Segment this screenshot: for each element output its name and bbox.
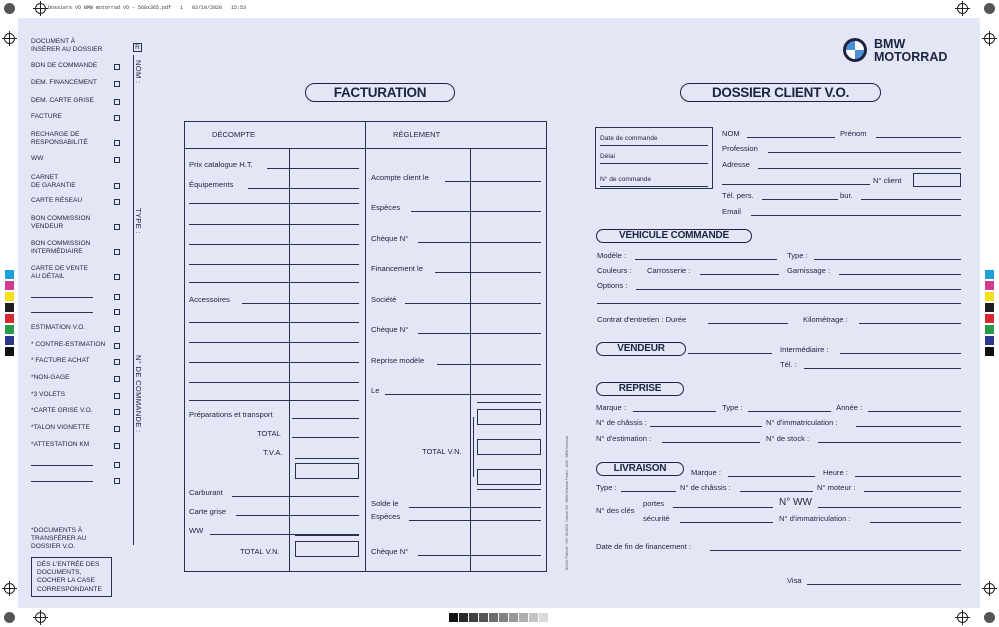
- color-swatch: [5, 325, 14, 334]
- total-input-line[interactable]: [292, 437, 359, 438]
- profession-label: Profession: [722, 144, 758, 153]
- blank-entry-line[interactable]: [31, 481, 93, 482]
- especes-2-input-line[interactable]: [409, 520, 541, 521]
- vertical-label-type: TYPE :: [134, 208, 143, 234]
- sidebar-checkbox[interactable]: [114, 81, 120, 87]
- livraison-type-label: Type :: [596, 483, 617, 492]
- couleurs-label: Couleurs :: [597, 266, 632, 275]
- no-client-label: N° client: [873, 176, 902, 185]
- sidebar-item-label: AU DÉTAIL: [31, 273, 65, 281]
- decompte-line[interactable]: [189, 400, 359, 401]
- numero-commande-label: N° de commande: [600, 176, 652, 183]
- client-number-box[interactable]: [913, 173, 961, 187]
- decompte-line[interactable]: [189, 342, 359, 343]
- sidebar-item-label: CARNET: [31, 174, 59, 181]
- blank-entry-line[interactable]: [31, 465, 93, 466]
- sidebar-item-label: *3 VOLETS: [31, 391, 66, 398]
- vertical-label-commande: N° DE COMMANDE :: [134, 355, 143, 433]
- tel-pers-label: Tél. pers.: [722, 191, 754, 200]
- gray-swatch: [499, 613, 508, 622]
- sidebar-checkbox[interactable]: [114, 478, 120, 484]
- sidebar-item-label: BON COMMISSION: [31, 240, 91, 247]
- societe-label: Société: [371, 295, 397, 304]
- decompte-line[interactable]: [189, 362, 359, 363]
- financement-input-line[interactable]: [435, 272, 541, 273]
- sidebar-item-label: INTERMÉDIAIRE: [31, 248, 83, 256]
- modele-label: Modèle :: [597, 251, 627, 260]
- r-label-box: R: [133, 43, 142, 52]
- reprise-chassis-label: N° de châssis :: [596, 418, 647, 427]
- equipements-input-line[interactable]: [248, 188, 359, 189]
- sidebar-checkbox[interactable]: [114, 64, 120, 70]
- sidebar-item-label: DE GARANTIE: [31, 182, 76, 190]
- prix-catalogue-input-line[interactable]: [267, 168, 359, 169]
- section-reprise: REPRISE: [596, 382, 684, 396]
- carte-grise-input-line[interactable]: [236, 515, 359, 516]
- sidebar-item: [31, 155, 43, 163]
- nom-input-line[interactable]: [747, 137, 835, 138]
- decompte-line[interactable]: [189, 264, 359, 265]
- sidebar-checkbox[interactable]: [114, 359, 120, 365]
- carrosserie-input-line[interactable]: [700, 274, 779, 275]
- cles-label: N° des clés: [596, 506, 635, 515]
- color-swatch: [5, 292, 14, 301]
- sidebar-item: [31, 341, 105, 349]
- sidebar-checkbox[interactable]: [114, 224, 120, 230]
- accessoires-label: Accessoires: [189, 295, 230, 304]
- reprise-estimation-input-line[interactable]: [662, 442, 760, 443]
- sidebar-item-label: DEM. CARTE GRISE: [31, 97, 94, 104]
- decompte-line[interactable]: [189, 382, 359, 383]
- fin-financement-label: Date de fin de financement :: [596, 542, 691, 551]
- dossier-title: DOSSIER CLIENT V.O.: [680, 83, 881, 102]
- sidebar-item: [31, 374, 69, 382]
- sidebar-item: [31, 424, 90, 432]
- sidebar-item-label: * CONTRE-ESTIMATION: [31, 341, 106, 348]
- color-swatch: [5, 336, 14, 345]
- sidebar-item: [31, 324, 85, 332]
- email-input-line[interactable]: [751, 215, 961, 216]
- livraison-moteur-input-line[interactable]: [864, 491, 961, 492]
- nom-label: NOM: [722, 129, 740, 138]
- solde-label: Solde le: [371, 499, 399, 508]
- adresse-label: Adresse: [722, 160, 750, 169]
- color-swatch: [985, 347, 994, 356]
- options-line-2[interactable]: [597, 303, 961, 304]
- sidebar-item: [31, 240, 90, 256]
- intermediaire-label: Intermédiaire :: [780, 345, 829, 354]
- especes-label: Espèces: [371, 203, 401, 212]
- gray-swatch: [519, 613, 528, 622]
- registration-mark-icon: [984, 33, 995, 44]
- modele-input-line[interactable]: [635, 259, 777, 260]
- sidebar-item: [31, 441, 89, 449]
- sidebar-checkbox[interactable]: [114, 443, 120, 449]
- sidebar-checkbox[interactable]: [114, 462, 120, 468]
- sidebar-item: [31, 357, 90, 365]
- sidebar-title: DOCUMENT À INSÉRER AU DOSSIER: [31, 38, 103, 54]
- gray-swatch: [509, 613, 518, 622]
- gray-swatch: [529, 613, 538, 622]
- email-label: Email: [722, 207, 741, 216]
- sidebar-checkbox[interactable]: [114, 393, 120, 399]
- garnissage-input-line[interactable]: [839, 274, 961, 275]
- sidebar-checkbox[interactable]: [114, 115, 120, 121]
- decompte-line[interactable]: [189, 282, 359, 283]
- preparations-input-line[interactable]: [292, 418, 359, 419]
- cles-securite-input-line[interactable]: [680, 522, 773, 523]
- total-label: TOTAL: [257, 429, 281, 438]
- sidebar-checkbox[interactable]: [114, 294, 120, 300]
- tel-bur-label: bur.: [840, 191, 853, 200]
- total-vn-left-label: TOTAL V.N.: [240, 547, 280, 556]
- reprise-date-label: Le: [371, 386, 380, 395]
- cheque-2-label: Chèque N°: [371, 325, 409, 334]
- carburant-label: Carburant: [189, 488, 223, 497]
- color-swatch: [5, 281, 14, 290]
- sidebar-item: [31, 131, 88, 147]
- sidebar-checkbox[interactable]: [114, 343, 120, 349]
- tel-bur-input-line[interactable]: [861, 199, 961, 200]
- sidebar-item-label: CARTE RÉSEAU: [31, 197, 83, 204]
- column-divider: [365, 121, 366, 572]
- sidebar-item: [31, 174, 76, 190]
- bracket-line: [473, 417, 474, 477]
- color-swatch: [5, 303, 14, 312]
- especes-2-label: Espèces: [371, 512, 401, 521]
- cheque-1-input-line[interactable]: [418, 242, 541, 243]
- underline: [295, 535, 359, 536]
- options-label: Options :: [597, 281, 628, 290]
- sidebar-item-label: BON DE COMMANDE: [31, 62, 98, 69]
- gray-swatch: [479, 613, 488, 622]
- sidebar-item-label: FACTURE: [31, 113, 62, 120]
- gray-swatch: [459, 613, 468, 622]
- prenom-input-line[interactable]: [876, 137, 961, 138]
- sidebar-note-box: DÈS L'ENTRÉE DES DOCUMENTS, COCHER LA CASE CORRESPONDANTE: [31, 557, 112, 597]
- accessoires-input-line[interactable]: [242, 303, 359, 304]
- cheque-2-input-line[interactable]: [418, 333, 541, 334]
- underline: [477, 489, 541, 490]
- sidebar-checkbox[interactable]: [114, 99, 120, 105]
- column-divider: [289, 148, 290, 572]
- sidebar-item: [31, 265, 88, 281]
- sidebar-checkbox[interactable]: [114, 183, 120, 189]
- livraison-heure-input-line[interactable]: [855, 476, 961, 477]
- print-header: Dossiers VO BMW motorrad VO - 568x365.pdf 1 02/10/2020 15:53: [48, 5, 247, 11]
- registration-mark-icon: [35, 612, 46, 623]
- sidebar-item: [31, 62, 97, 70]
- gray-swatch: [489, 613, 498, 622]
- sidebar-footnote: *DOCUMENTS À TRANSFÉRER AU DOSSIER V.O.: [31, 527, 87, 551]
- livraison-marque-label: Marque :: [691, 468, 721, 477]
- reprise-estimation-label: N° d'estimation :: [596, 434, 652, 443]
- registration-mark-icon: [984, 583, 995, 594]
- carte-grise-label: Carte grise: [189, 507, 227, 516]
- adresse-line-2[interactable]: [722, 184, 870, 185]
- date-commande-input-line[interactable]: [600, 145, 708, 146]
- sidebar-checkbox[interactable]: [114, 199, 120, 205]
- livraison-chassis-label: N° de châssis :: [680, 483, 731, 492]
- acompte-label: Acompte client le: [371, 173, 429, 182]
- adresse-input-line[interactable]: [758, 168, 961, 169]
- decompte-line[interactable]: [189, 224, 359, 225]
- kilometrage-label: Kilométrage :: [803, 315, 848, 324]
- ww-label: WW: [189, 526, 204, 535]
- color-swatch: [5, 314, 14, 323]
- sidebar-item: [31, 391, 65, 399]
- color-swatch: [5, 347, 14, 356]
- sidebar-item-label: RESPONSABILITÉ: [31, 139, 88, 147]
- sidebar-checkbox[interactable]: [114, 309, 120, 315]
- sidebar-checkbox[interactable]: [114, 326, 120, 332]
- decompte-line[interactable]: [189, 322, 359, 323]
- gray-swatch: [469, 613, 478, 622]
- color-swatch: [985, 314, 994, 323]
- registration-mark-icon: [984, 3, 995, 14]
- intermediaire-tel-label: Tél. :: [780, 360, 797, 369]
- sidebar-item: [31, 197, 82, 205]
- reprise-stock-input-line[interactable]: [818, 442, 961, 443]
- registration-mark-icon: [4, 583, 15, 594]
- sidebar-item: [31, 97, 94, 105]
- color-swatch: [5, 270, 14, 279]
- sidebar-checkbox[interactable]: [114, 409, 120, 415]
- section-vendeur: VENDEUR: [596, 342, 686, 356]
- livraison-moteur-label: N° moteur :: [817, 483, 856, 492]
- preparations-label: Préparations et transport: [189, 410, 273, 419]
- registration-mark-icon: [4, 3, 15, 14]
- sidebar-checkbox[interactable]: [114, 274, 120, 280]
- livraison-immat-input-line[interactable]: [870, 522, 961, 523]
- solde-amount-box[interactable]: [477, 469, 541, 485]
- sidebar-item: [31, 407, 93, 415]
- livraison-ww-input-line[interactable]: [818, 507, 961, 508]
- solde-input-line[interactable]: [409, 507, 541, 508]
- cheque-3-label: Chèque N°: [371, 547, 409, 556]
- acompte-input-line[interactable]: [445, 181, 541, 182]
- contrat-duree-label: Contrat d'entretien : Durée: [597, 315, 687, 324]
- sidebar-item: [31, 215, 90, 231]
- registration-mark-icon: [984, 612, 995, 623]
- cheque-3-input-line[interactable]: [418, 555, 541, 556]
- cheque-1-label: Chèque N°: [371, 234, 409, 243]
- reprise-marque-label: Marque :: [596, 403, 626, 412]
- underline: [295, 458, 359, 459]
- color-swatch: [985, 270, 994, 279]
- section-vehicule: VÉHICULE COMMANDÉ: [596, 229, 752, 243]
- vendeur-input-line[interactable]: [688, 353, 772, 354]
- color-swatch: [985, 292, 994, 301]
- sidebar-item-label: VENDEUR: [31, 223, 64, 231]
- blank-entry-line[interactable]: [31, 297, 93, 298]
- reprise-modele-label: Reprise modèle: [371, 356, 425, 365]
- sidebar-checkbox[interactable]: [114, 249, 120, 255]
- facturation-title: FACTURATION: [305, 83, 455, 102]
- reprise-immat-input-line[interactable]: [856, 426, 961, 427]
- col-header-decompte: DÉCOMPTE: [212, 130, 256, 139]
- garnissage-label: Garnissage :: [787, 266, 831, 275]
- sidebar-item: [31, 113, 62, 121]
- sidebar-item-label: RECHARGE DE: [31, 131, 80, 138]
- intermediaire-tel-input-line[interactable]: [804, 368, 961, 369]
- reprise-date-input-line[interactable]: [385, 394, 541, 395]
- visa-label: Visa: [787, 576, 802, 585]
- cles-portes-input-line[interactable]: [673, 507, 773, 508]
- reprise-modele-input-line[interactable]: [437, 364, 541, 365]
- cles-portes-label: portes: [643, 499, 665, 508]
- fin-financement-input-line[interactable]: [710, 550, 961, 551]
- registration-mark-icon: [957, 3, 968, 14]
- color-swatch: [985, 336, 994, 345]
- underline: [477, 402, 541, 403]
- brand-wordmark: BMW MOTORRAD: [874, 37, 948, 64]
- livraison-marque-input-line[interactable]: [728, 476, 815, 477]
- total-vn-right-box[interactable]: [477, 439, 541, 455]
- vehicule-type-input-line[interactable]: [814, 259, 961, 260]
- prenom-label: Prénom: [840, 129, 867, 138]
- sidebar-item-label: *ATTESTATION KM: [31, 441, 90, 448]
- financement-label: Financement le: [371, 264, 423, 273]
- color-swatch: [985, 281, 994, 290]
- delai-label: Délai: [600, 153, 616, 160]
- sidebar-checkbox[interactable]: [114, 426, 120, 432]
- vertical-label-nom: NOM :: [134, 60, 143, 84]
- gray-swatch: [449, 613, 458, 622]
- intermediaire-input-line[interactable]: [840, 353, 961, 354]
- sidebar-checkbox[interactable]: [114, 376, 120, 382]
- options-input-line[interactable]: [636, 289, 961, 290]
- cles-securite-label: sécurité: [643, 514, 670, 523]
- livraison-type-input-line[interactable]: [621, 491, 676, 492]
- date-commande-label: Date de commande: [600, 135, 658, 142]
- registration-mark-icon: [4, 33, 15, 44]
- section-livraison: LIVRAISON: [596, 462, 684, 476]
- tel-pers-input-line[interactable]: [762, 199, 838, 200]
- livraison-ww-label: N° WW: [779, 497, 812, 508]
- sidebar-item-label: CARTE DE VENTE: [31, 265, 89, 272]
- color-swatch: [985, 325, 994, 334]
- blank-entry-line[interactable]: [31, 312, 93, 313]
- decompte-line[interactable]: [189, 203, 359, 204]
- sidebar-item-label: *NON-GAGE: [31, 374, 70, 381]
- sidebar-checkbox[interactable]: [114, 157, 120, 163]
- livraison-chassis-input-line[interactable]: [740, 491, 813, 492]
- prix-catalogue-label: Prix catalogue H.T.: [189, 160, 253, 169]
- reprise-type-label: Type :: [722, 403, 743, 412]
- contrat-duree-input-line[interactable]: [708, 323, 788, 324]
- total-vn-left-box[interactable]: [295, 541, 359, 557]
- registration-mark-icon: [35, 3, 46, 14]
- reprise-immat-label: N° d'immatriculation :: [766, 418, 838, 427]
- sidebar-item-label: * FACTURE ACHAT: [31, 357, 90, 364]
- sidebar-checkbox[interactable]: [114, 140, 120, 146]
- sidebar-item: [31, 79, 97, 87]
- bmw-logo-icon: [843, 38, 867, 62]
- sidebar-item-label: WW: [31, 155, 44, 162]
- vehicule-type-label: Type :: [787, 251, 808, 260]
- reprise-type-input-line[interactable]: [748, 411, 831, 412]
- col-header-reglement: RÈGLEMENT: [393, 130, 441, 139]
- registration-mark-icon: [4, 612, 15, 623]
- sidebar-item-label: ESTIMATION V.O.: [31, 324, 86, 331]
- reprise-marque-input-line[interactable]: [633, 411, 716, 412]
- decompte-line[interactable]: [189, 244, 359, 245]
- equipements-label: Équipements: [189, 180, 234, 189]
- profession-input-line[interactable]: [768, 152, 961, 153]
- sidebar-item-label: DEM. FINANCEMENT: [31, 79, 97, 86]
- visa-input-line[interactable]: [807, 584, 961, 585]
- carrosserie-label: Carrosserie :: [647, 266, 691, 275]
- tva-amount-box[interactable]: [295, 463, 359, 479]
- gray-swatch: [539, 613, 548, 622]
- sidebar-item-label: *CARTE GRISE V.O.: [31, 407, 93, 414]
- imprint-text: BUSSY Publicité · Réf : 01/2020 · Dossier VO · BMW Motorrad France · 2020 · BMW Motorrad: [565, 435, 569, 570]
- sidebar-item-label: *TALON VIGNETTE: [31, 424, 90, 431]
- reprise-chassis-input-line[interactable]: [650, 426, 762, 427]
- reprise-stock-label: N° de stock :: [766, 434, 810, 443]
- reprise-annee-label: Année :: [836, 403, 863, 412]
- societe-input-line[interactable]: [405, 303, 541, 304]
- kilometrage-input-line[interactable]: [859, 323, 961, 324]
- color-swatch: [985, 303, 994, 312]
- sidebar-item-label: BON COMMISSION: [31, 215, 91, 222]
- carburant-input-line[interactable]: [232, 496, 359, 497]
- tva-label: T.V.A.: [263, 448, 283, 457]
- registration-mark-icon: [957, 612, 968, 623]
- reprise-annee-input-line[interactable]: [868, 411, 961, 412]
- reprise-amount-box[interactable]: [477, 409, 541, 425]
- delai-input-line[interactable]: [600, 163, 708, 164]
- livraison-immat-label: N° d'immatriculation :: [779, 514, 851, 523]
- numero-commande-input-line[interactable]: [600, 186, 708, 187]
- sidebar-divider: [133, 55, 134, 545]
- total-vn-right-label: TOTAL V.N.: [422, 447, 462, 456]
- especes-input-line[interactable]: [411, 211, 541, 212]
- livraison-heure-label: Heure :: [823, 468, 848, 477]
